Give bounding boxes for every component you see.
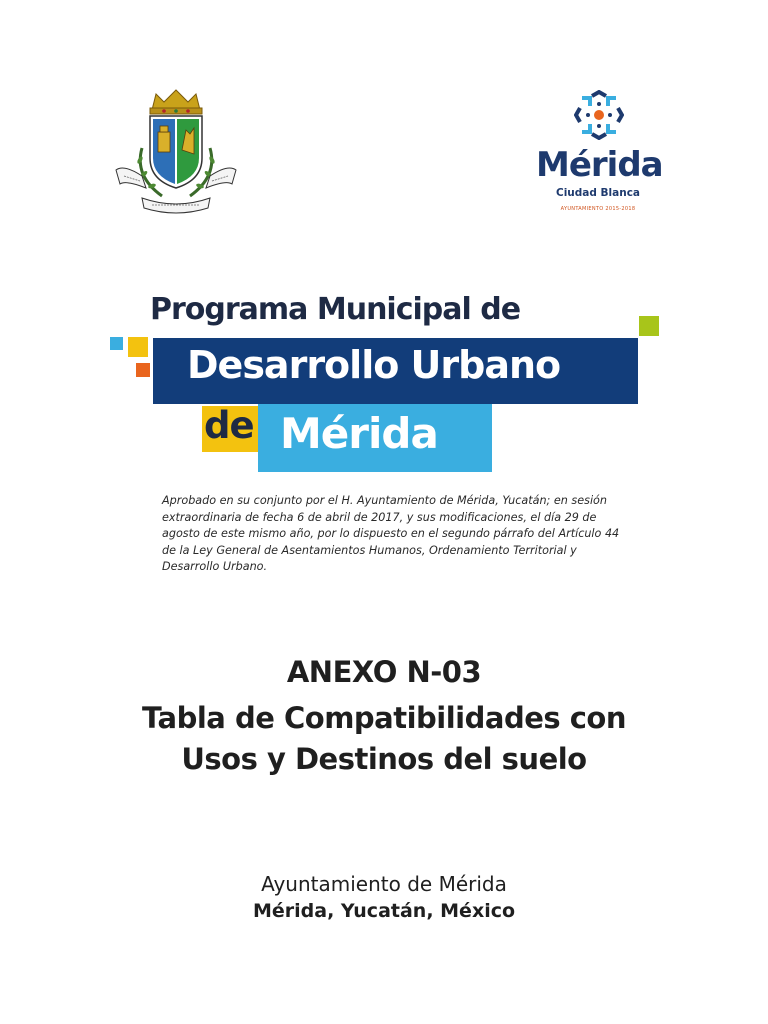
city-logo-wordmark: Mérida bbox=[536, 145, 663, 185]
footer-location: Mérida, Yucatán, México bbox=[252, 900, 516, 922]
program-title-line1: Programa Municipal de bbox=[150, 292, 521, 327]
program-title-prefix: de bbox=[204, 404, 254, 447]
crown-icon bbox=[150, 90, 202, 114]
decor-square-orange bbox=[136, 363, 150, 377]
decor-square-cyan bbox=[110, 337, 123, 350]
footer-institution: Ayuntamiento de Mérida bbox=[261, 872, 507, 896]
approval-paragraph: Aprobado en su conjunto por el H. Ayuntamiento de Mérida, Yucatán; en sesión extraordinaria de fecha 6 de abril de 2017, y sus modificaciones, el día 29 de agosto de este mismo año, por lo dispuesto en el segundo párrafo del Artículo 44 de la Ley General de Asentamientos Humanos, Ordenamiento Territorial y Desarrollo Urbano. bbox=[162, 494, 620, 573]
merida-emblem-icon bbox=[574, 90, 624, 140]
coat-of-arms-icon bbox=[112, 88, 240, 220]
city-logo-tagline: Ciudad Blanca bbox=[555, 187, 641, 199]
annex-title-line2: Usos y Destinos del suelo bbox=[181, 742, 587, 776]
decor-square-green bbox=[639, 316, 659, 336]
city-logo-period: AYUNTAMIENTO 2015-2018 bbox=[560, 206, 636, 212]
decor-square-yellow bbox=[128, 337, 148, 357]
program-title-city: Mérida bbox=[280, 409, 438, 458]
annex-title-line1: Tabla de Compatibilidades con bbox=[141, 701, 626, 735]
program-title-line2: Desarrollo Urbano bbox=[187, 343, 561, 387]
annex-code: ANEXO N-03 bbox=[286, 655, 482, 689]
